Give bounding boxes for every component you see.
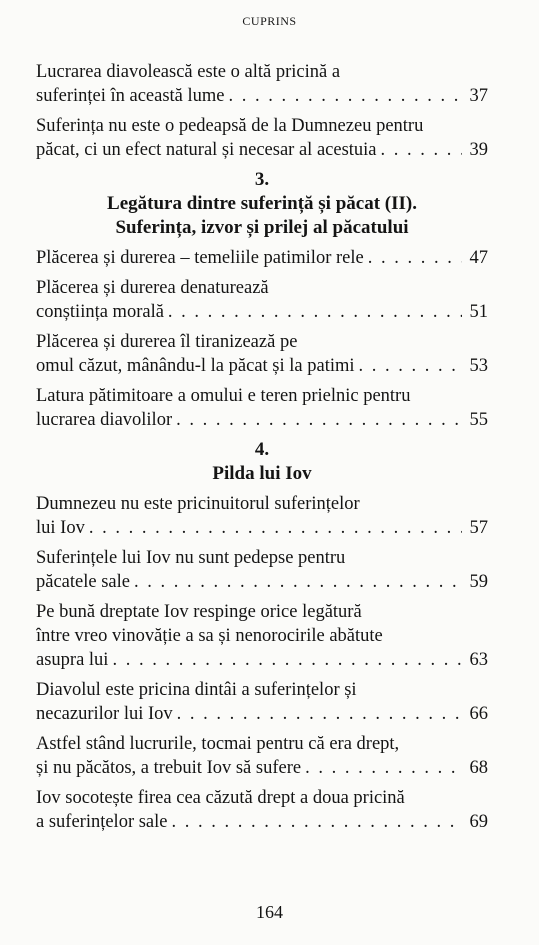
- toc-page-number: 59: [469, 572, 488, 592]
- toc-entry[interactable]: [36, 600, 488, 672]
- toc-entry[interactable]: [36, 492, 488, 540]
- toc-entry[interactable]: [36, 60, 488, 108]
- toc-entry[interactable]: [36, 384, 488, 432]
- toc-entry-last-line: [36, 408, 488, 432]
- dot-leader: [305, 756, 462, 780]
- toc-page-number: 66: [469, 704, 488, 724]
- toc-page-number: 47: [469, 248, 488, 268]
- dot-leader: [229, 84, 462, 108]
- chapter-number: 4.: [254, 439, 270, 460]
- toc-page-number: 53: [469, 356, 488, 376]
- toc-entry-last-line: [36, 354, 488, 378]
- toc-entry-text: a suferințelor sale: [36, 812, 168, 832]
- toc-entry[interactable]: [36, 678, 488, 726]
- toc-entry-last-line: [36, 516, 488, 540]
- toc-entry-line: Diavolul este pricina dintâi a suferințelor și: [36, 680, 357, 700]
- toc-entry-last-line: [36, 810, 488, 834]
- chapter-title-line: Pilda lui Iov: [212, 463, 312, 484]
- dot-leader: [168, 300, 462, 324]
- toc-page-number: 51: [469, 302, 488, 322]
- dot-leader: [172, 810, 463, 834]
- toc-entry-last-line: [36, 570, 488, 594]
- running-head: CUPRINS: [242, 14, 297, 28]
- toc-entry-line: între vreo vinovăție a sa și nenorocirile abătute: [36, 626, 383, 646]
- toc-entry-line: Latura pătimitoare a omului e teren prielnic pentru: [36, 386, 411, 406]
- toc-entry-last-line: [36, 246, 488, 270]
- chapter-heading: [36, 438, 488, 486]
- dot-leader: [134, 570, 462, 594]
- toc-page-number: 57: [469, 518, 488, 538]
- dot-leader: [89, 516, 462, 540]
- chapter-title-line: Suferința, izvor și prilej al păcatului: [115, 217, 409, 238]
- toc-entry-last-line: [36, 648, 488, 672]
- toc-entry-text: lucrarea diavolilor: [36, 410, 173, 430]
- toc-entry[interactable]: [36, 546, 488, 594]
- toc-entry-last-line: [36, 300, 488, 324]
- chapter-number: 3.: [254, 169, 270, 190]
- toc-entry[interactable]: [36, 114, 488, 162]
- dot-leader: [112, 648, 462, 672]
- toc-entry[interactable]: [36, 786, 488, 834]
- toc-entry[interactable]: [36, 246, 488, 270]
- toc-page-number: 37: [469, 86, 488, 106]
- toc-page-number: 63: [469, 650, 488, 670]
- toc-entry-text: lui Iov: [36, 518, 85, 538]
- toc-entry-text: omul căzut, mânându-l la păcat și la patimi: [36, 356, 355, 376]
- toc-entry-last-line: [36, 84, 488, 108]
- dot-leader: [359, 354, 462, 378]
- toc-entry-text: și nu păcătos, a trebuit Iov să sufere: [36, 758, 302, 778]
- toc-entry-text: conștiința morală: [36, 302, 164, 322]
- toc-entry-line: Lucrarea diavolească este o altă pricină a: [36, 62, 341, 82]
- toc-entry-line: Suferințele lui Iov nu sunt pedepse pentru: [36, 548, 346, 568]
- page-number: 164: [256, 902, 283, 922]
- toc-page-number: 55: [469, 410, 488, 430]
- toc-entry-line: Plăcerea și durerea îl tiranizează pe: [36, 332, 298, 352]
- toc-entry[interactable]: [36, 276, 488, 324]
- toc-entry-line: Plăcerea și durerea denaturează: [36, 278, 269, 298]
- toc-entry-line: Suferința nu este o pedeapsă de la Dumnezeu pentru: [36, 116, 424, 136]
- toc-entry-last-line: [36, 138, 488, 162]
- toc-entry-line: Iov socotește firea cea căzută drept a doua pricină: [36, 788, 405, 808]
- toc-entry-last-line: [36, 702, 488, 726]
- toc-entry-line: Astfel stând lucrurile, tocmai pentru că era drept,: [36, 734, 400, 754]
- toc-entry-text: Plăcerea și durerea – temeliile patimilor rele: [36, 248, 364, 268]
- dot-leader: [368, 246, 462, 270]
- toc-entry-text: păcatele sale: [36, 572, 130, 592]
- toc-entry-last-line: [36, 756, 488, 780]
- toc-page-number: 39: [469, 140, 488, 160]
- toc-entry-text: păcat, ci un efect natural și necesar al acestuia: [36, 140, 377, 160]
- dot-leader: [177, 702, 462, 726]
- toc-entry-line: Pe bună dreptate Iov respinge orice legătură: [36, 602, 362, 622]
- toc-entry[interactable]: [36, 330, 488, 378]
- toc-page-number: 69: [469, 812, 488, 832]
- toc-page-number: 68: [469, 758, 488, 778]
- toc-entry-text: suferinței în această lume: [36, 86, 225, 106]
- toc-entry-text: necazurilor lui Iov: [36, 704, 173, 724]
- toc-entry-line: Dumnezeu nu este pricinuitorul suferințelor: [36, 494, 360, 514]
- dot-leader: [176, 408, 462, 432]
- toc-entry-text: asupra lui: [36, 650, 109, 670]
- chapter-title-line: Legătura dintre suferință și păcat (II).: [107, 193, 417, 214]
- chapter-heading: [36, 168, 488, 240]
- toc-entry[interactable]: [36, 732, 488, 780]
- table-of-contents: [36, 60, 488, 840]
- dot-leader: [381, 138, 462, 162]
